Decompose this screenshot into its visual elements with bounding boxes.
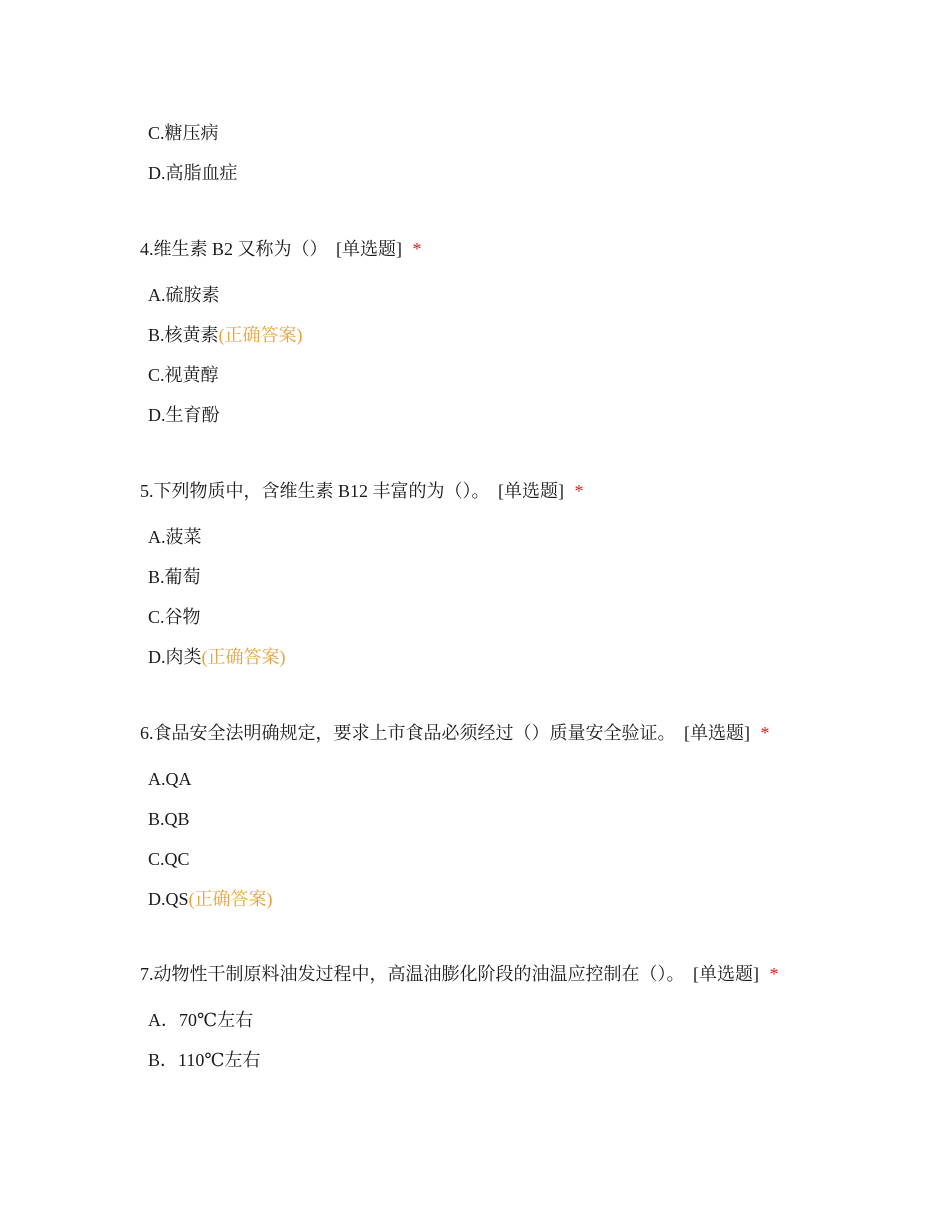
- option-text: B.核黄素: [148, 325, 219, 345]
- question-text: 7.动物性干制原料油发过程中，高温油膨化阶段的油温应控制在（）。: [140, 964, 685, 984]
- question-title: [140, 476, 584, 506]
- question-text: 4.维生素 B2 又称为（）: [140, 239, 328, 259]
- option-text: C.谷物: [148, 607, 201, 627]
- option-text: D.高脂血症: [148, 163, 238, 183]
- option-text: B.QB: [148, 809, 190, 829]
- option-item[interactable]: [148, 562, 584, 602]
- question-title: [140, 959, 779, 989]
- option-text: C.视黄醇: [148, 365, 219, 385]
- question-type-label: [单选题]: [693, 964, 759, 984]
- question-type-label: [单选题]: [498, 481, 565, 501]
- question-type-label: [单选题]: [684, 723, 750, 743]
- option-text: C.QC: [148, 849, 190, 869]
- correct-answer-mark: (正确答案): [188, 889, 273, 909]
- option-item[interactable]: [148, 844, 770, 884]
- option-item[interactable]: [148, 118, 238, 158]
- question-5: [140, 476, 584, 682]
- correct-answer-mark: (正确答案): [201, 647, 286, 667]
- option-item[interactable]: [148, 400, 422, 440]
- option-item[interactable]: [148, 642, 584, 682]
- option-text: A.菠菜: [148, 527, 202, 547]
- option-text: A.硫胺素: [148, 285, 220, 305]
- option-item[interactable]: [148, 804, 770, 844]
- question-title: [140, 234, 422, 264]
- option-text: A．70℃左右: [148, 1010, 254, 1030]
- option-text: B.葡萄: [148, 567, 201, 587]
- question-4: [140, 234, 422, 440]
- option-item[interactable]: [148, 280, 422, 320]
- option-list: [148, 1005, 779, 1085]
- option-list: [148, 280, 422, 440]
- correct-answer-mark: (正确答案): [218, 325, 303, 345]
- option-item[interactable]: [148, 602, 584, 642]
- option-item[interactable]: [148, 360, 422, 400]
- option-list: [148, 522, 584, 682]
- question-6: [140, 718, 770, 924]
- question-title: [140, 718, 770, 748]
- option-text: D.QS: [148, 889, 189, 909]
- required-mark: *: [760, 723, 770, 743]
- option-item[interactable]: [148, 1045, 779, 1085]
- option-item[interactable]: [148, 320, 422, 360]
- option-list: [148, 764, 770, 924]
- option-text: C.糖压病: [148, 123, 219, 143]
- option-text: B．110℃左右: [148, 1050, 261, 1070]
- option-item[interactable]: [148, 158, 238, 198]
- option-text: D.肉类: [148, 647, 202, 667]
- required-mark: *: [574, 481, 584, 501]
- option-text: D.生育酚: [148, 405, 220, 425]
- option-text: A.QA: [148, 769, 192, 789]
- required-mark: *: [412, 239, 422, 259]
- question-text: 5.下列物质中，含维生素 B12 丰富的为（）。: [140, 481, 490, 501]
- option-item[interactable]: [148, 884, 770, 924]
- question-text: 6.食品安全法明确规定，要求上市食品必须经过（）质量安全验证。: [140, 723, 676, 743]
- required-mark: *: [769, 964, 779, 984]
- option-item[interactable]: [148, 764, 770, 804]
- question-3-options-continued: [148, 118, 238, 198]
- question-type-label: [单选题]: [336, 239, 403, 259]
- question-7: [140, 959, 779, 1085]
- option-item[interactable]: [148, 522, 584, 562]
- option-item[interactable]: [148, 1005, 779, 1045]
